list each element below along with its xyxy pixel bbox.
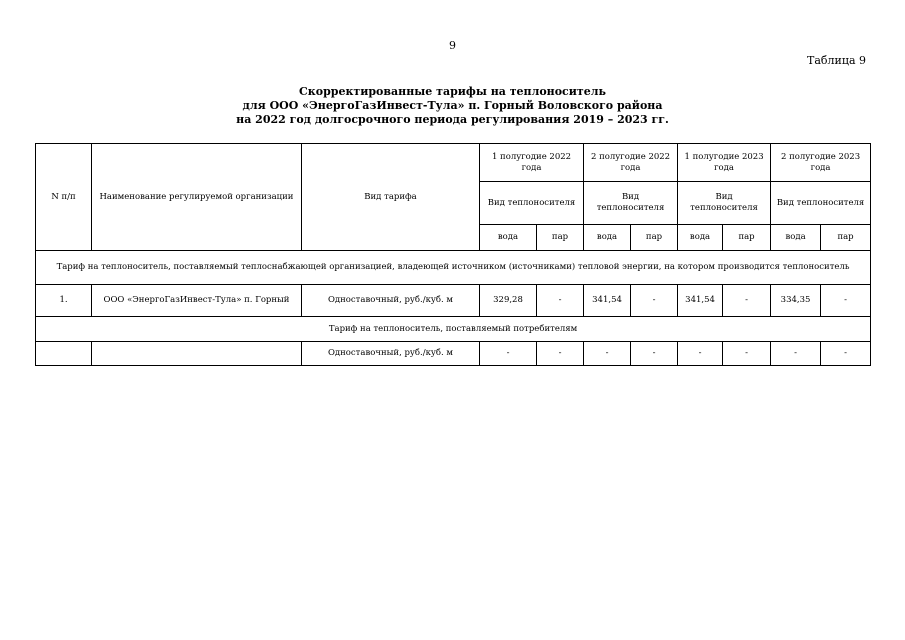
title-line-1: Скорректированные тарифы на теплоноситель [299, 85, 606, 98]
page-number: 9 [449, 39, 456, 52]
row-value: - [537, 342, 584, 366]
header-water: вода [480, 225, 537, 251]
row-value: - [631, 285, 678, 317]
title-line-2: для ООО «ЭнергоГазИнвест-Тула» п. Горный Воловского района [242, 99, 663, 112]
table-row [36, 342, 871, 366]
header-water: вода [584, 225, 631, 251]
row-value: 329,28 [480, 285, 537, 317]
header-steam: пар [537, 225, 584, 251]
header-steam: пар [631, 225, 678, 251]
header-water: вода [678, 225, 723, 251]
header-steam: пар [821, 225, 871, 251]
header-period: 1 полугодие 2023 года [678, 144, 771, 182]
row-org: ООО «ЭнергоГазИнвест-Тула» п. Горный [92, 285, 302, 317]
row-value: - [584, 342, 631, 366]
header-steam: пар [723, 225, 771, 251]
row-value: - [723, 285, 771, 317]
header-org: Наименование регулируемой организации [92, 144, 302, 251]
row-value: - [723, 342, 771, 366]
row-value: - [480, 342, 537, 366]
row-value: - [631, 342, 678, 366]
row-value: - [678, 342, 723, 366]
table-label: Таблица 9 [807, 54, 866, 67]
section-row [36, 251, 871, 285]
section-title-2: Тариф на теплоноситель, поставляемый потребителям [36, 317, 871, 342]
row-value: 334,35 [771, 285, 821, 317]
title-line-3: на 2022 год долгосрочного периода регулирования 2019 – 2023 гг. [236, 113, 669, 126]
table-row [36, 285, 871, 317]
row-value: - [821, 285, 871, 317]
row-tariff-type: Одноставочный, руб./куб. м [302, 285, 480, 317]
tariff-table [35, 143, 871, 366]
row-value: - [821, 342, 871, 366]
row-org [92, 342, 302, 366]
header-tariff-type: Вид тарифа [302, 144, 480, 251]
header-carrier: Вид теплоносителя [584, 182, 678, 225]
row-value: - [771, 342, 821, 366]
row-value: 341,54 [584, 285, 631, 317]
section-title-1: Тариф на теплоноситель, поставляемый теплоснабжающей организацией, владеющей источником (источниками) тепловой энергии, на котором производится теплоноситель [36, 251, 871, 285]
header-num: N п/п [36, 144, 92, 251]
header-water: вода [771, 225, 821, 251]
header-carrier: Вид теплоносителя [480, 182, 584, 225]
section-row [36, 317, 871, 342]
header-carrier: Вид теплоносителя [678, 182, 771, 225]
row-num: 1. [36, 285, 92, 317]
header-period: 2 полугодие 2023 года [771, 144, 871, 182]
document-title [0, 85, 905, 127]
header-row-periods [36, 144, 871, 182]
row-value: 341,54 [678, 285, 723, 317]
header-period: 2 полугодие 2022 года [584, 144, 678, 182]
row-tariff-type: Одноставочный, руб./куб. м [302, 342, 480, 366]
header-carrier: Вид теплоносителя [771, 182, 871, 225]
header-period: 1 полугодие 2022 года [480, 144, 584, 182]
row-num [36, 342, 92, 366]
row-value: - [537, 285, 584, 317]
